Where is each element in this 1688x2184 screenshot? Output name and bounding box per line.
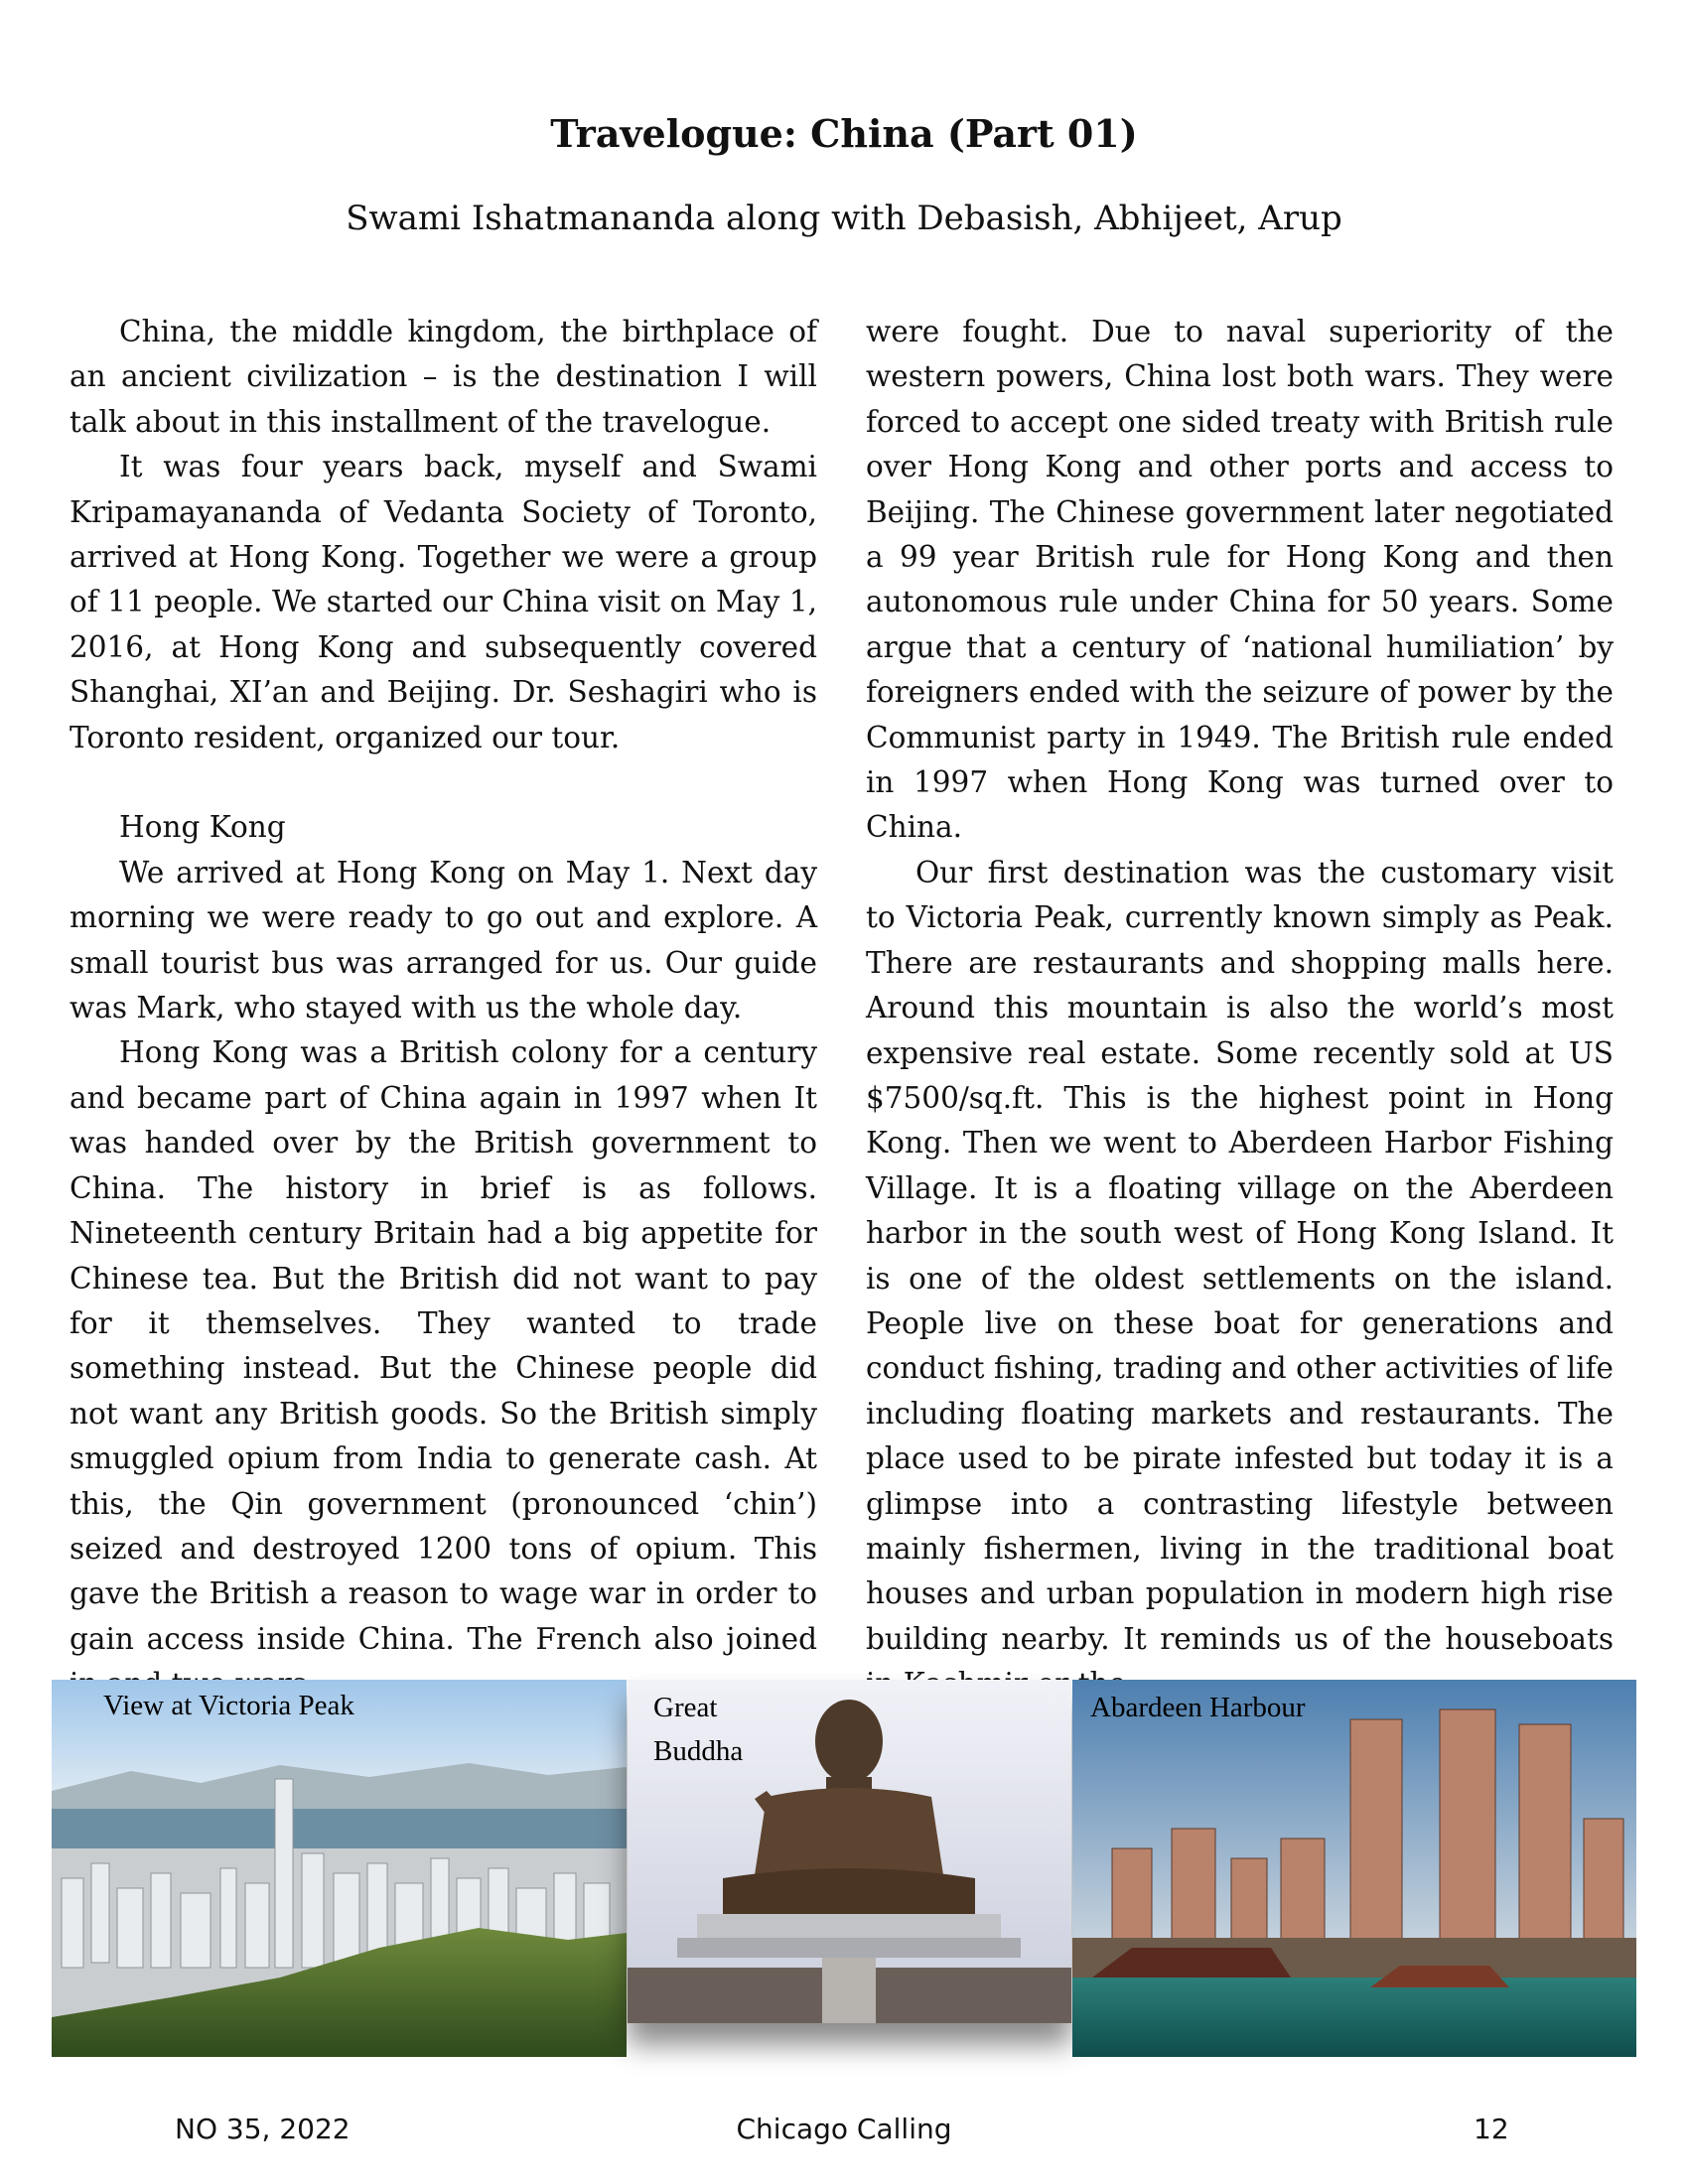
footer-issue: NO 35, 2022 [175,2113,351,2145]
aberdeen-harbour-photo [1072,1680,1636,2057]
article-title: Travelogue: China (Part 01) [550,111,1138,156]
paragraph: It was four years back, myself and Swami Kripamayananda of Vedanta Society of Toronto, arrived at Hong Kong. Together we were a group of 11 people. We started our China visit on May 1, 2016, at Hong Kong and subsequently covered Shanghai, XI’an and Beijing. Dr. Seshagiri who is Toronto resident, organized our tour. [70,450,817,754]
paragraph: Our first destination was the customary visit to Victoria Peak, currently known simply as Peak. There are restaurants and shopping malls here. Around this mountain is also the world’s most expensive real estate. Some recently sold at US $7500/sq.ft. This is the highest point in Hong Kong. Then we went to Aberdeen Harbor Fishing Village. It is a floating village on the Aberdeen harbor in the south west of Hong Kong Island. It is one of the oldest settlements on the island. People live on these boat for generations and conduct fishing, trading and other activities of life including floating markets and restaurants. The place used to be pirate infested but today it is a glimpse into a contrasting lifestyle between mainly fishermen, living in the traditional boat houses and urban population in modern high rise building nearby. It reminds us of the houseboats [866,855,1614,1656]
footer-publication: Chicago Calling [736,2113,952,2145]
photo-strip [52,1680,1636,2057]
footer-page-number: 12 [1474,2113,1509,2145]
left-text-column [70,310,817,1707]
great-buddha-caption [653,1686,743,1773]
paragraph: were fought. Due to naval superiority of the western powers, China lost both wars. They were forced to accept one sided treaty with British rule over Hong Kong and other ports and access to Beijing. The Chinese government later negotiated a 99 year British rule for Hong Kong and then autonomous rule under China for 50 years. Some argue that a century of ‘national humiliation’ by foreigners ended with the seizure of power by the Communist party in 1949. The British rule ended in 1997 when Hong Kong was turned over to China. [866,315,1614,845]
great-buddha-photo [628,1680,1071,2023]
section-heading-hong-kong: Hong Kong [119,810,286,845]
paragraph: Hong Kong was a British colony for a century and became part of China again in 1997 when It was handed over by the British government to China. The history in brief is as follows. Nineteenth century Britain had a big appetite for Chinese tea. But the British did not want to pay for it themselves. They wanted to trade something instead. But the Chinese people did not want any British goods. So the British simply smuggled opium from India to generate cash. At this, the Qin government (pronounced ‘chin’) seized and destroyed 1200 tons of opium. This gave the British a reason to wage war in order to gain access inside China. The French also joined [70,1035,817,1656]
great-buddha-caption-line: Great [653,1692,718,1723]
great-buddha-caption-line: Buddha [653,1735,744,1767]
victoria-peak-caption: View at Victoria Peak [103,1690,354,1721]
victoria-peak-photo [52,1680,627,2057]
paragraph: We arrived at Hong Kong on May 1. Next day morning we were ready to go out and explore. A small tourist bus was arranged for us. Our guide was Mark, who stayed with us the whole day. [70,855,817,1025]
aberdeen-harbour-caption: Abardeen Harbour [1090,1692,1306,1723]
article-authors: Swami Ishatmananda along with Debasish, Abhijeet, Arup [346,199,1342,238]
paragraph: China, the middle kingdom, the birthplace of an ancient civilization – is the destination I will talk about in this installment of the travelogue. [70,315,817,439]
right-text-column [866,310,1614,1707]
